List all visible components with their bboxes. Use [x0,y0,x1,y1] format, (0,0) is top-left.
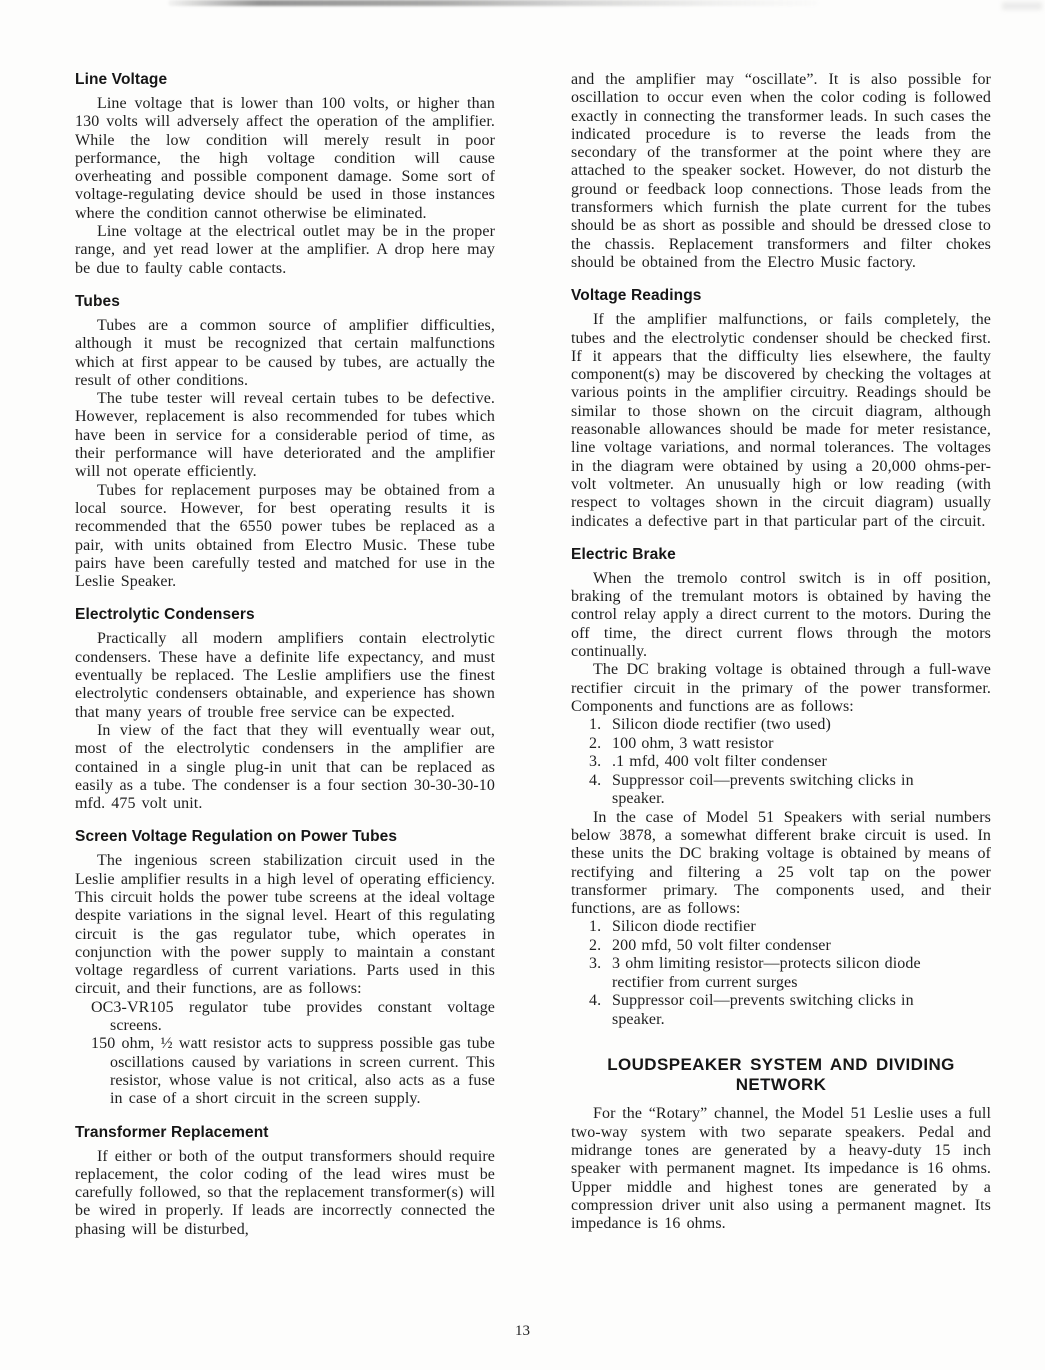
paragraph: When the tremolo control switch is in off position, braking of the tremulant motors is obtained by having the control relay apply a direct current to the motors. During the off time, the direct current flows through the motors continually. [571,569,991,661]
list-item-text: .1 mfd, 400 volt filter condenser [612,753,827,771]
section-heading: Transformer Replacement [75,1123,269,1141]
list-item-number: 1. [589,918,602,936]
list-item-number: 1. [589,716,602,734]
list-item [589,955,991,992]
list-item-number: 2. [589,734,602,752]
list-item [589,716,991,735]
section-electric-brake [571,546,991,1030]
paragraph: Tubes are a common source of amplifier difficulties, although it must be recognized that certain malfunctions which at first appear to be caused by tubes, are actually the result of other conditions. [75,316,495,389]
list-item [589,753,991,772]
major-section-heading: LOUDSPEAKER SYSTEM AND DIVIDING NETWORK [607,1055,955,1095]
list-item [589,735,991,754]
scan-artifact [168,0,818,6]
section-heading: Tubes [75,292,120,310]
list-item-text: Suppressor coil—prevents switching clicks in speaker. [612,771,914,808]
section-loudspeaker-system [571,1055,991,1233]
page-number: 13 [515,1323,530,1339]
section-heading: Voltage Readings [571,287,702,305]
paragraph: In the case of Model 51 Speakers with serial numbers below 3878, a somewhat different brake circuit is used. In these units the DC braking voltage is obtained by means of rectifying and filtering a 25 volt tap on the power transformer primary. The components used, and their functions, are as follows: [571,808,991,918]
list-item-text: 200 mfd, 50 volt filter condenser [612,936,831,954]
list-item-number: 3. [589,753,602,771]
list-item-number: 2. [589,936,602,954]
paragraph: The ingenious screen stabilization circuit used in the Leslie amplifier results in a high level of operating efficiency. This circuit holds the power tube screens at the ideal voltage despite variations in the signal level. Heart of this regulating circuit is the gas regulator tube, which operates in conjunction with the power supply to maintain a constant voltage regardless of current variations. Parts used in this circuit, and their functions, are as follows: [75,852,495,998]
section-screen-voltage-regulation [75,828,495,1108]
list-item-number: 4. [589,992,602,1010]
section-voltage-readings [571,287,991,531]
paragraph: Line voltage at the electrical outlet may be in the proper range, and yet read lower at the amplifier. A drop here may be due to faulty cable contacts. [75,223,495,277]
paragraph: and the amplifier may “oscillate”. It is also possible for oscillation to occur even when the color coding is followed exactly in connecting the transformer leads. In such cases the indicated procedure is to reverse the leads from the secondary of the transformer at the point where they are attached to the speaker socket. However, do not disturb the ground or feedback loop connections. Those leads from the transformers which furnish the plate current for the tubes should be as short as possible and should be dressed close to the chassis. Replacement transformers and filter chokes should be obtained from the Electro Music factory. [571,71,991,271]
list-item [589,918,991,937]
paragraph: The DC braking voltage is obtained through a full-wave rectifier circuit in the primary of the power transformer. Components and functions are as follows: [571,661,991,715]
section-heading: Electric Brake [571,545,676,563]
list-item-text: Silicon diode rectifier (two used) [612,716,831,734]
paragraph: In view of the fact that they will eventually wear out, most of the electrolytic condensers in the amplifier are contained in a single plug-in unit that can be replaced as easily as a tube. The condenser is a four section 30-30-30-10 mfd. 475 volt unit. [75,721,495,813]
section-transformer-replacement [75,1124,495,1239]
right-column [571,71,991,1234]
paragraph: The tube tester will reveal certain tubes to be defective. However, replacement is also recommended for tubes which have been in service for a considerable period of time, as their performance will have deteriorated and the amplifier will not operate efficiently. [75,390,495,481]
scan-artifact-right [1002,2,1042,10]
list-item-number: 3. [589,955,602,973]
left-column [75,71,495,1239]
hanging-item: OC3-VR105 regulator tube provides constant voltage screens. [91,998,495,1035]
list-item-text: 3 ohm limiting resistor—protects silicon diode rectifier from current surges [612,955,921,991]
section-transformer-replacement-continued [571,71,991,272]
list-item [589,937,991,956]
paragraph: Line voltage that is lower than 100 volts, or higher than 130 volts will adversely affect the operation of the amplifier. While the low condition will merely result in poor performance, the high voltage condition will cause overheating and possible component damage. Some sort of voltage-regulating device should be used in those instances where the condition cannot otherwise be eliminated. [75,95,495,222]
section-tubes [75,293,495,591]
section-heading: Screen Voltage Regulation on Power Tubes [75,828,398,846]
list-item [589,992,991,1029]
section-electrolytic-condensers [75,606,495,813]
list-item-text: Suppressor coil—prevents switching clicks in speaker. [612,992,914,1028]
paragraph: If the amplifier malfunctions, or fails completely, the tubes and the electrolytic condenser should be checked first. If it appears that the difficulty lies elsewhere, the faulty component(s) may be discovered by checking the voltages at various points in the amplifier circuitry. Readings should be similar to those shown on the circuit diagram, although reasonable allowances should be made for meter resistance, line voltage variations, and normal tolerances. The voltages in the diagram were obtained by using a 20,000 ohms-per-volt voltmeter. An unusually high or low reading (with respect to voltages shown in the circuit diagram) usually indicates a defective part in that particular part of the circuit. [571,311,991,530]
paragraph: Practically all modern amplifiers contain electrolytic condensers. These have a definite life expectancy, and must eventually be replaced. The Leslie amplifiers use the finest electrolytic condensers obtainable, and experience has shown that many years of trouble free service can be expected. [75,630,495,721]
list-item-text: 100 ohm, 3 watt resistor [612,734,774,752]
list-item [589,772,991,809]
paragraph: Tubes for replacement purposes may be obtained from a local source. However, for best operating results it is recommended that the 6550 power tubes be replaced as a pair, with units obtained from Electro Music. These tube pairs have been carefully tested and matched for use in the Leslie Speaker. [75,481,495,591]
section-heading: Electrolytic Condensers [75,606,255,624]
hanging-item: 150 ohm, ½ watt resistor acts to suppress possible gas tube oscillations caused by variations in screen current. This resistor, whose value is not critical, also acts as a fuse in case of a short circuit in the screen supply. [91,1035,495,1108]
list-item-text: Silicon diode rectifier [612,918,756,936]
section-heading: Line Voltage [75,71,168,88]
section-line-voltage [75,71,495,278]
list-item-number: 4. [589,771,602,789]
paragraph: If either or both of the output transformers should require replacement, the color coding of the lead wires must be carefully followed, so that the replacement transformer(s) will be wired in properly. If leads are incorrectly connected the phasing will be disturbed, [75,1147,495,1238]
paragraph: For the “Rotary” channel, the Model 51 Leslie uses a full two-way system with two separate speakers. Pedal and midrange tones are generated by a heavy-duty 15 inch speaker with permanent magnet. Its impedance is 16 ohms. Upper middle and highest tones are generated by a compression driver unit also using a permanent magnet. Its impedance is 16 ohms. [571,1105,991,1233]
